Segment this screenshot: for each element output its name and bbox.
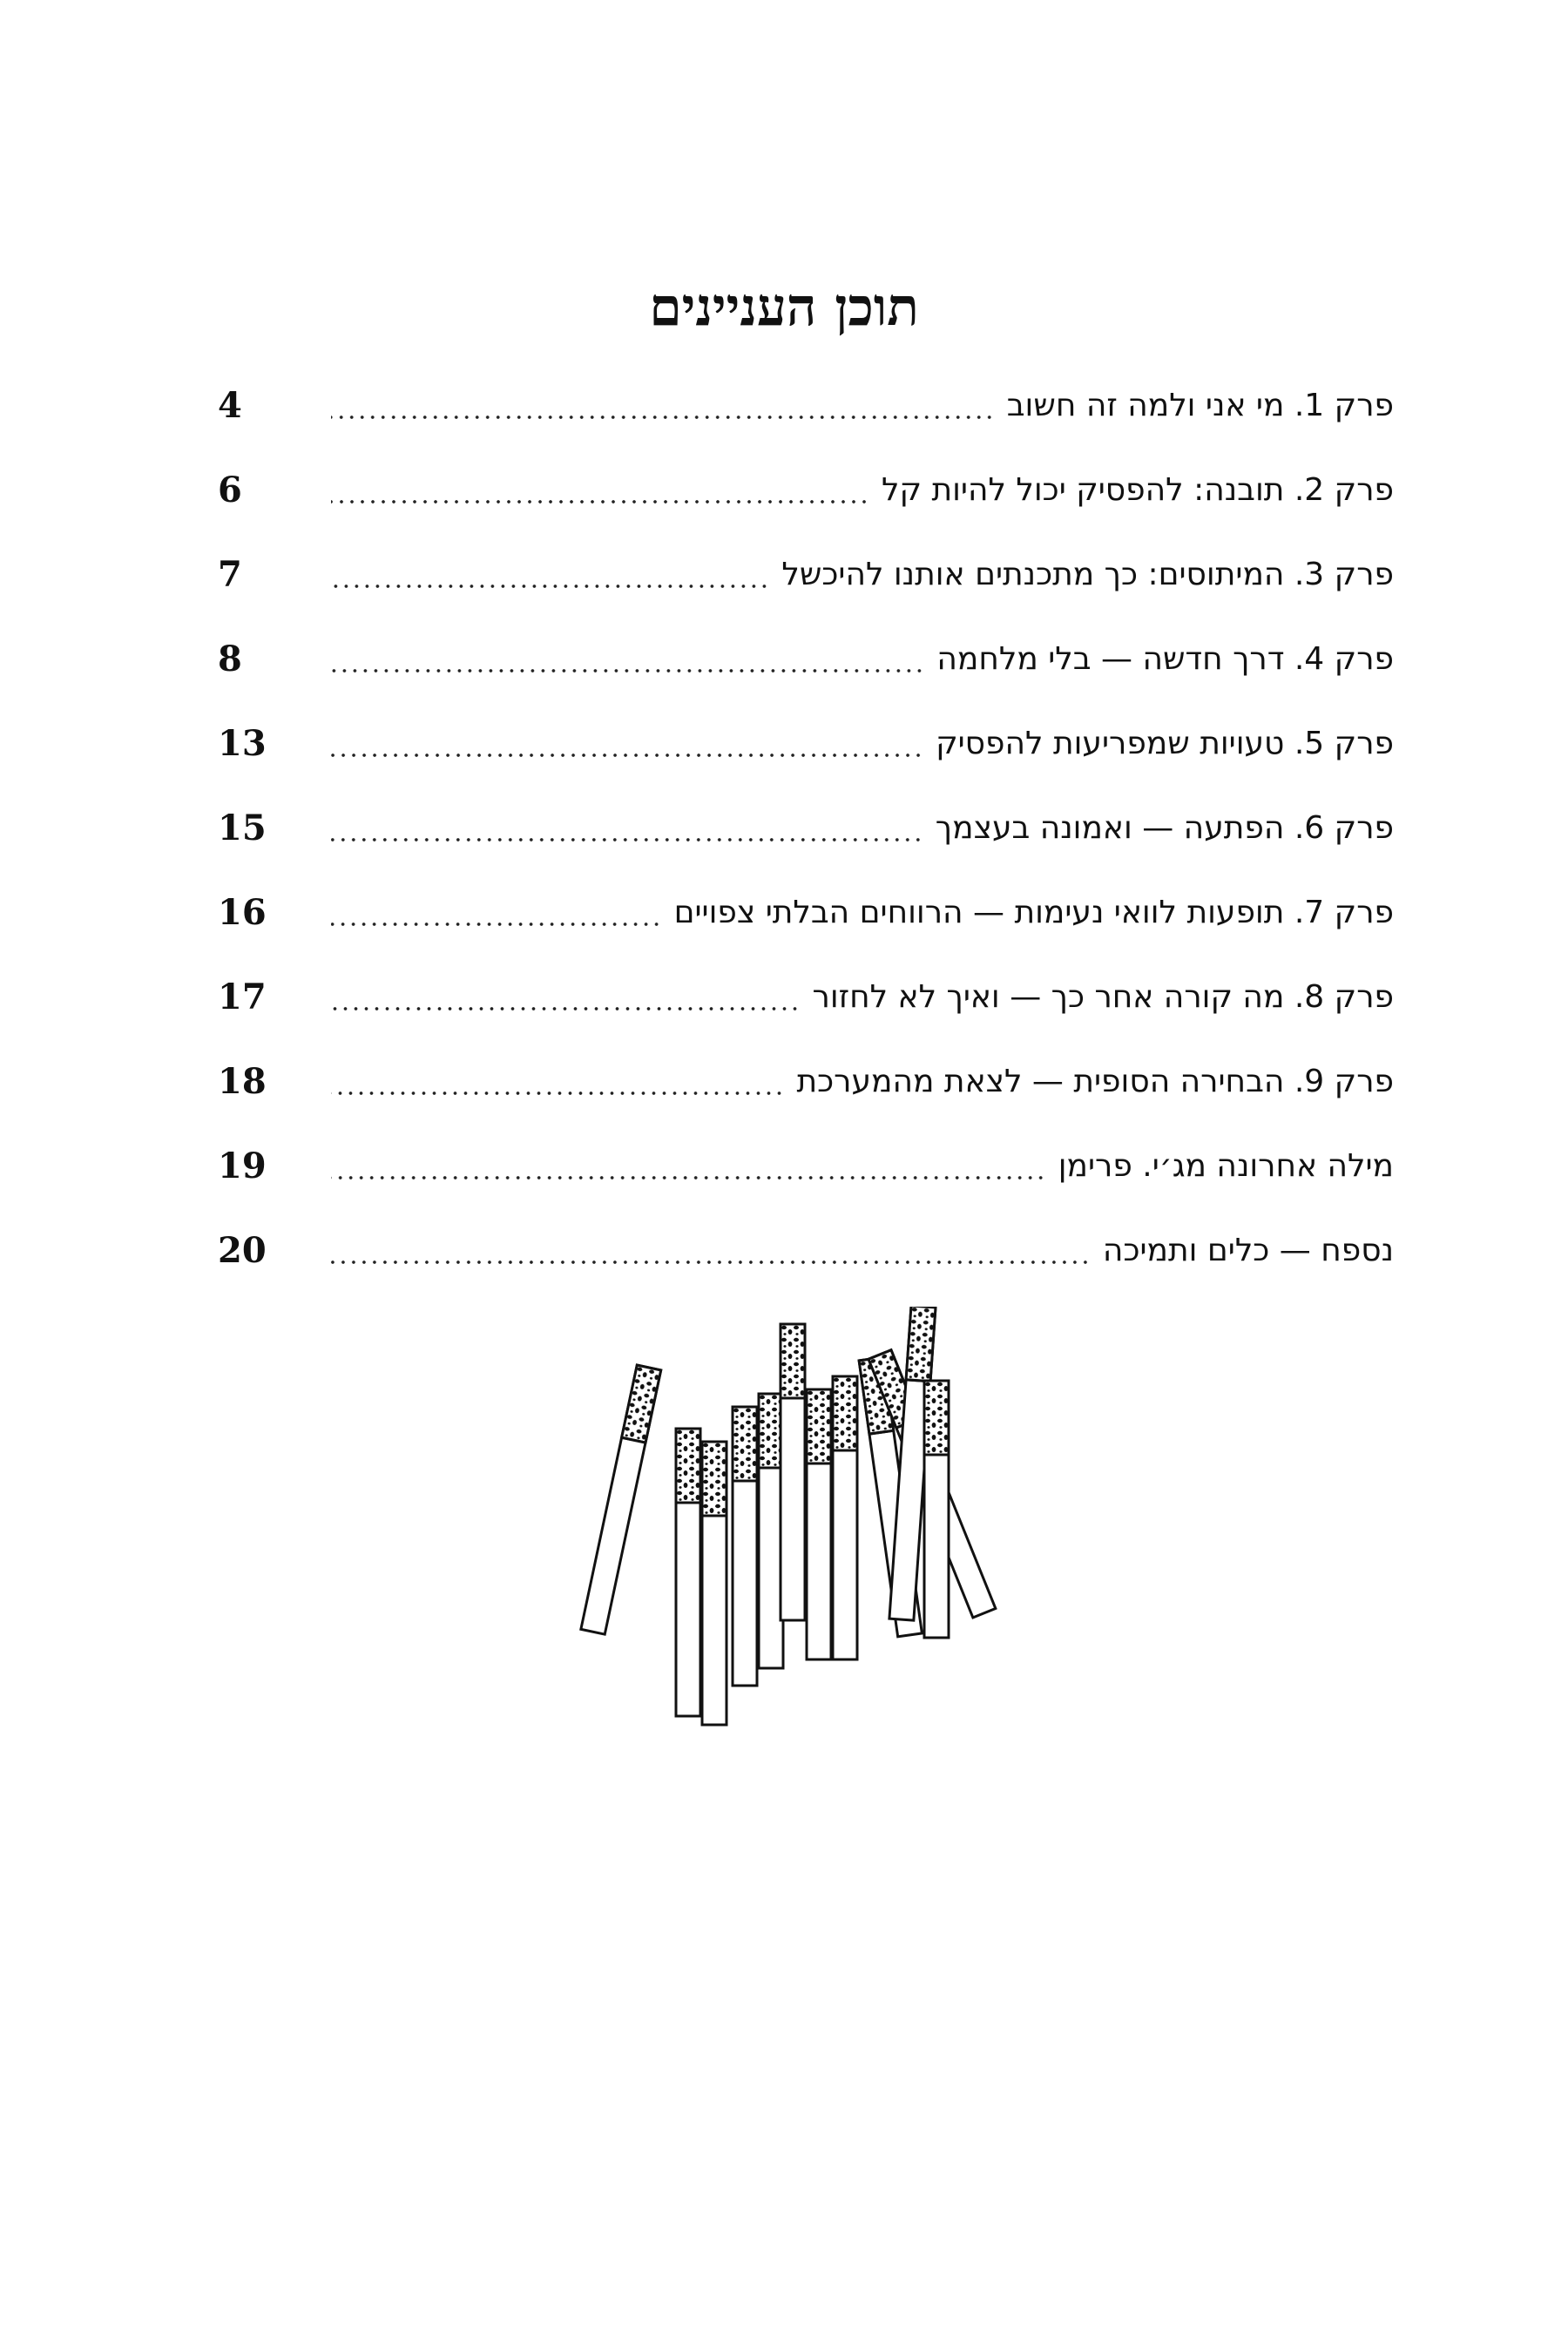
toc-page-number: 16 [218, 891, 267, 933]
toc-page-number: 18 [218, 1060, 267, 1102]
toc-entry [218, 624, 1394, 693]
toc-entry-label: פרק 2. תובנה: להפסיק יכול להיות קל [882, 471, 1394, 508]
dot-leader [331, 1175, 1046, 1180]
toc-entry-label: פרק 1. מי אני ולמה זה חשוב [1006, 387, 1394, 423]
toc-entry-label: פרק 7. תופעות לוואי נעימות — הרווחים הבלתי צפויים [673, 894, 1394, 930]
toc-page-number: 13 [218, 722, 267, 764]
toc-entry-label: פרק 9. הבחירה הסופית — לצאת מהמערכת [796, 1063, 1394, 1099]
cigarettes-illustration-icon [575, 1307, 1028, 1742]
toc-page-number: 4 [218, 384, 242, 426]
toc-entry [218, 455, 1394, 524]
dot-leader [331, 1091, 784, 1096]
toc-page-number: 8 [218, 638, 242, 679]
toc-page-number: 17 [218, 976, 267, 1017]
toc-entry-label: פרק 5. טעויות שמפריעות להפסיק [936, 725, 1394, 761]
dot-leader [331, 415, 995, 420]
dot-leader [331, 1260, 1091, 1265]
toc-entry-label: מילה אחרונה מג׳י. פרימן [1058, 1147, 1394, 1184]
toc-entry [218, 539, 1394, 609]
toc-entry [218, 708, 1394, 778]
toc-entry [218, 370, 1394, 440]
dot-leader [331, 499, 869, 504]
toc-entry [218, 962, 1394, 1031]
toc-entry [218, 1046, 1394, 1116]
dot-leader [331, 837, 923, 842]
toc-page-number: 6 [218, 469, 242, 510]
toc-entry [218, 877, 1394, 947]
toc-entry-label: פרק 6. הפתעה — ואמונה בעצמך [935, 809, 1394, 846]
toc-entry-label: פרק 8. מה קורה אחר כך — ואיך לא לחזור [812, 978, 1394, 1015]
toc-entry [218, 1131, 1394, 1200]
toc-page-number: 7 [218, 553, 242, 595]
page-title: תוכן העניינים [649, 277, 919, 338]
toc-page-number: 15 [218, 807, 267, 848]
dot-leader [331, 668, 924, 673]
dot-leader [331, 753, 923, 758]
toc-page-number: 19 [218, 1145, 267, 1186]
toc-entry [218, 793, 1394, 862]
toc-page-number: 20 [218, 1229, 267, 1271]
toc-entry [218, 1215, 1394, 1285]
toc-entry-label: נספח — כלים ותמיכה [1102, 1232, 1394, 1268]
dot-leader [331, 1006, 801, 1011]
toc-entry-label: פרק 3. המיתוסים: כך מתכנתים אותנו להיכשל [781, 556, 1394, 592]
toc-entry-label: פרק 4. דרך חדשה — בלי מלחמה [936, 640, 1394, 677]
dot-leader [331, 922, 662, 927]
dot-leader [331, 584, 769, 589]
